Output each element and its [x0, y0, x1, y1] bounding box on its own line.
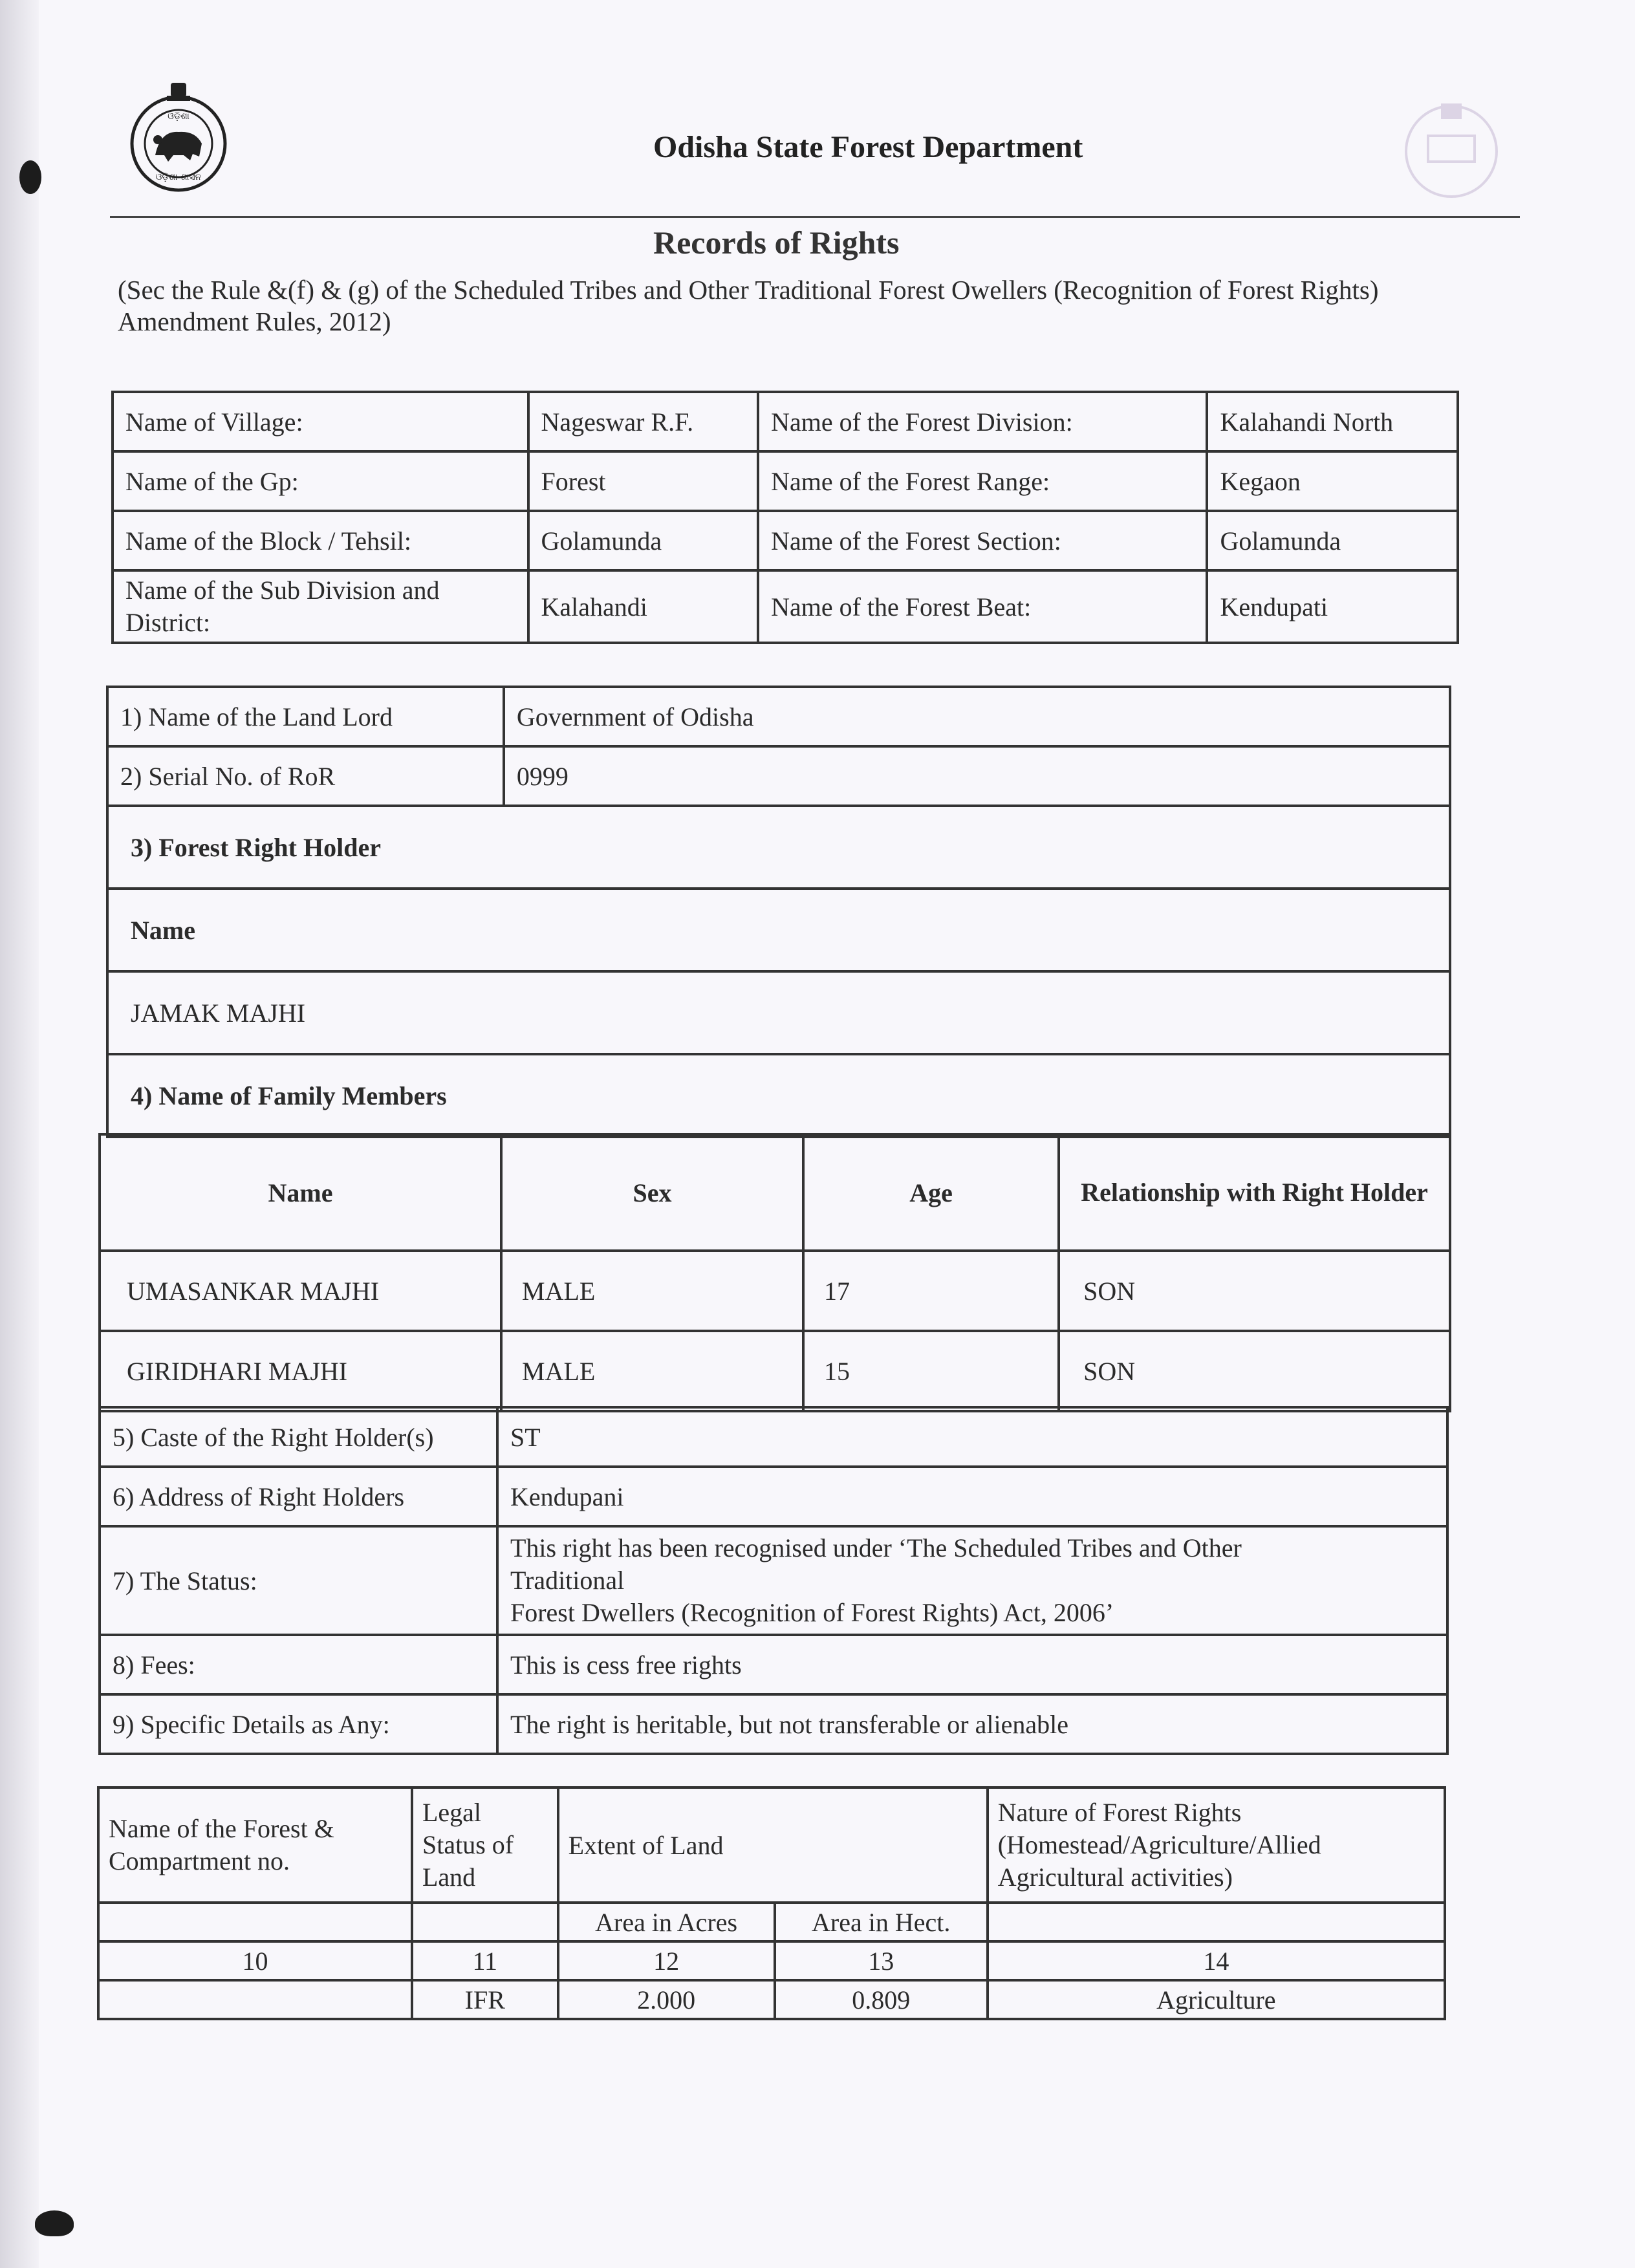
serial-label: 2) Serial No. of RoR [107, 746, 504, 806]
right-holder-heading: 3) Forest Right Holder [107, 806, 1450, 889]
caste-value: ST [497, 1407, 1447, 1467]
caste-label: 5) Caste of the Right Holder(s) [100, 1407, 497, 1467]
range-label: Name of the Forest Range: [758, 451, 1207, 511]
punch-hole-top [19, 160, 41, 194]
beat-label: Name of the Forest Beat: [758, 570, 1207, 643]
fees-value: This is cess free rights [497, 1635, 1447, 1694]
fees-label: 8) Fees: [100, 1635, 497, 1694]
specific-value: The right is heritable, but not transferable or alienable [497, 1694, 1447, 1754]
land-blank [98, 1903, 412, 1941]
family-members-heading: 4) Name of Family Members [107, 1054, 1450, 1137]
landlord-label: 1) Name of the Land Lord [107, 687, 504, 746]
family-header-relationship: Relationship with Right Holder [1059, 1134, 1450, 1251]
faint-seal-stamp [1402, 97, 1500, 200]
forest-compartment-value [98, 1980, 412, 2019]
rules-reference: (Sec the Rule &(f) & (g) of the Scheduled Tribes and Other Traditional Forest Owellers (Recognition of Forest Rights) Amendment Rules, 2012) [118, 275, 1379, 336]
location-table [111, 391, 1459, 644]
area-hect-value: 0.809 [775, 1980, 988, 2019]
column-number: 12 [558, 1941, 775, 1980]
department-title: Odisha State Forest Department [653, 130, 1083, 164]
family-header-age: Age [803, 1134, 1059, 1251]
village-label: Name of Village: [113, 392, 528, 451]
division-value: Kalahandi North [1207, 392, 1458, 451]
column-number: 10 [98, 1941, 412, 1980]
emblem-text-top: ଓଡ଼ିଶା [168, 111, 189, 122]
gp-label: Name of the Gp: [113, 451, 528, 511]
address-value: Kendupani [497, 1467, 1447, 1526]
records-of-rights-title: Records of Rights [653, 224, 900, 261]
name-heading: Name [107, 889, 1450, 971]
legal-status-value: IFR [412, 1980, 558, 2019]
beat-value: Kendupati [1207, 570, 1458, 643]
family-members-table [98, 1133, 1451, 1412]
land-header-forest: Name of the Forest & Compartment no. [98, 1787, 412, 1903]
landlord-value: Government of Odisha [504, 687, 1450, 746]
scan-edge-shadow [0, 0, 39, 2268]
land-details-table [97, 1786, 1446, 2020]
member-relationship: SON [1059, 1251, 1450, 1331]
status-value [497, 1526, 1447, 1635]
punch-hole-bottom [35, 2210, 74, 2236]
family-header-sex: Sex [501, 1134, 803, 1251]
division-label: Name of the Forest Division: [758, 392, 1207, 451]
member-relationship: SON [1059, 1331, 1450, 1411]
specific-label: 9) Specific Details as Any: [100, 1694, 497, 1754]
land-blank [412, 1903, 558, 1941]
serial-value: 0999 [504, 746, 1450, 806]
section-value: Golamunda [1207, 511, 1458, 570]
land-header-nature: Nature of Forest Rights (Homestead/Agriculture/Allied Agricultural activities) [988, 1787, 1445, 1903]
land-header-hect: Area in Hect. [775, 1903, 988, 1941]
member-age: 17 [803, 1251, 1059, 1331]
range-value: Kegaon [1207, 451, 1458, 511]
area-acres-value: 2.000 [558, 1980, 775, 2019]
column-number: 11 [412, 1941, 558, 1980]
subdiv-value: Kalahandi [528, 570, 759, 643]
status-line-1: This right has been recognised under ‘The Scheduled Tribes and Other [510, 1533, 1242, 1562]
table-row [100, 1331, 1450, 1411]
block-value: Golamunda [528, 511, 759, 570]
land-header-legal: Legal Status of Land [412, 1787, 558, 1903]
member-age: 15 [803, 1331, 1059, 1411]
record-table [106, 686, 1451, 1138]
table-row [100, 1251, 1450, 1331]
member-sex: MALE [501, 1251, 803, 1331]
gp-value: Forest [528, 451, 759, 511]
village-value: Nageswar R.F. [528, 392, 759, 451]
family-header-name: Name [100, 1134, 501, 1251]
member-name: GIRIDHARI MAJHI [100, 1331, 501, 1411]
land-header-extent: Extent of Land [558, 1787, 988, 1903]
member-name: UMASANKAR MAJHI [100, 1251, 501, 1331]
member-sex: MALE [501, 1331, 803, 1411]
details-table [98, 1406, 1449, 1755]
holder-name: JAMAK MAJHI [107, 971, 1450, 1054]
block-label: Name of the Block / Tehsil: [113, 511, 528, 570]
section-label: Name of the Forest Section: [758, 511, 1207, 570]
subdiv-label: Name of the Sub Division and District: [113, 570, 528, 643]
status-line-2: Traditional [510, 1566, 625, 1595]
nature-value: Agriculture [988, 1980, 1445, 2019]
land-header-acres: Area in Acres [558, 1903, 775, 1941]
column-number: 13 [775, 1941, 988, 1980]
status-label: 7) The Status: [100, 1526, 497, 1635]
odisha-emblem-logo [128, 79, 229, 193]
land-blank [988, 1903, 1445, 1941]
status-line-3: Forest Dwellers (Recognition of Forest Rights) Act, 2006’ [510, 1598, 1114, 1627]
column-number: 14 [988, 1941, 1445, 1980]
emblem-text-bottom: ଓଡ଼ିଶା ଶାସନ [155, 172, 202, 182]
title-divider [110, 216, 1520, 218]
address-label: 6) Address of Right Holders [100, 1467, 497, 1526]
